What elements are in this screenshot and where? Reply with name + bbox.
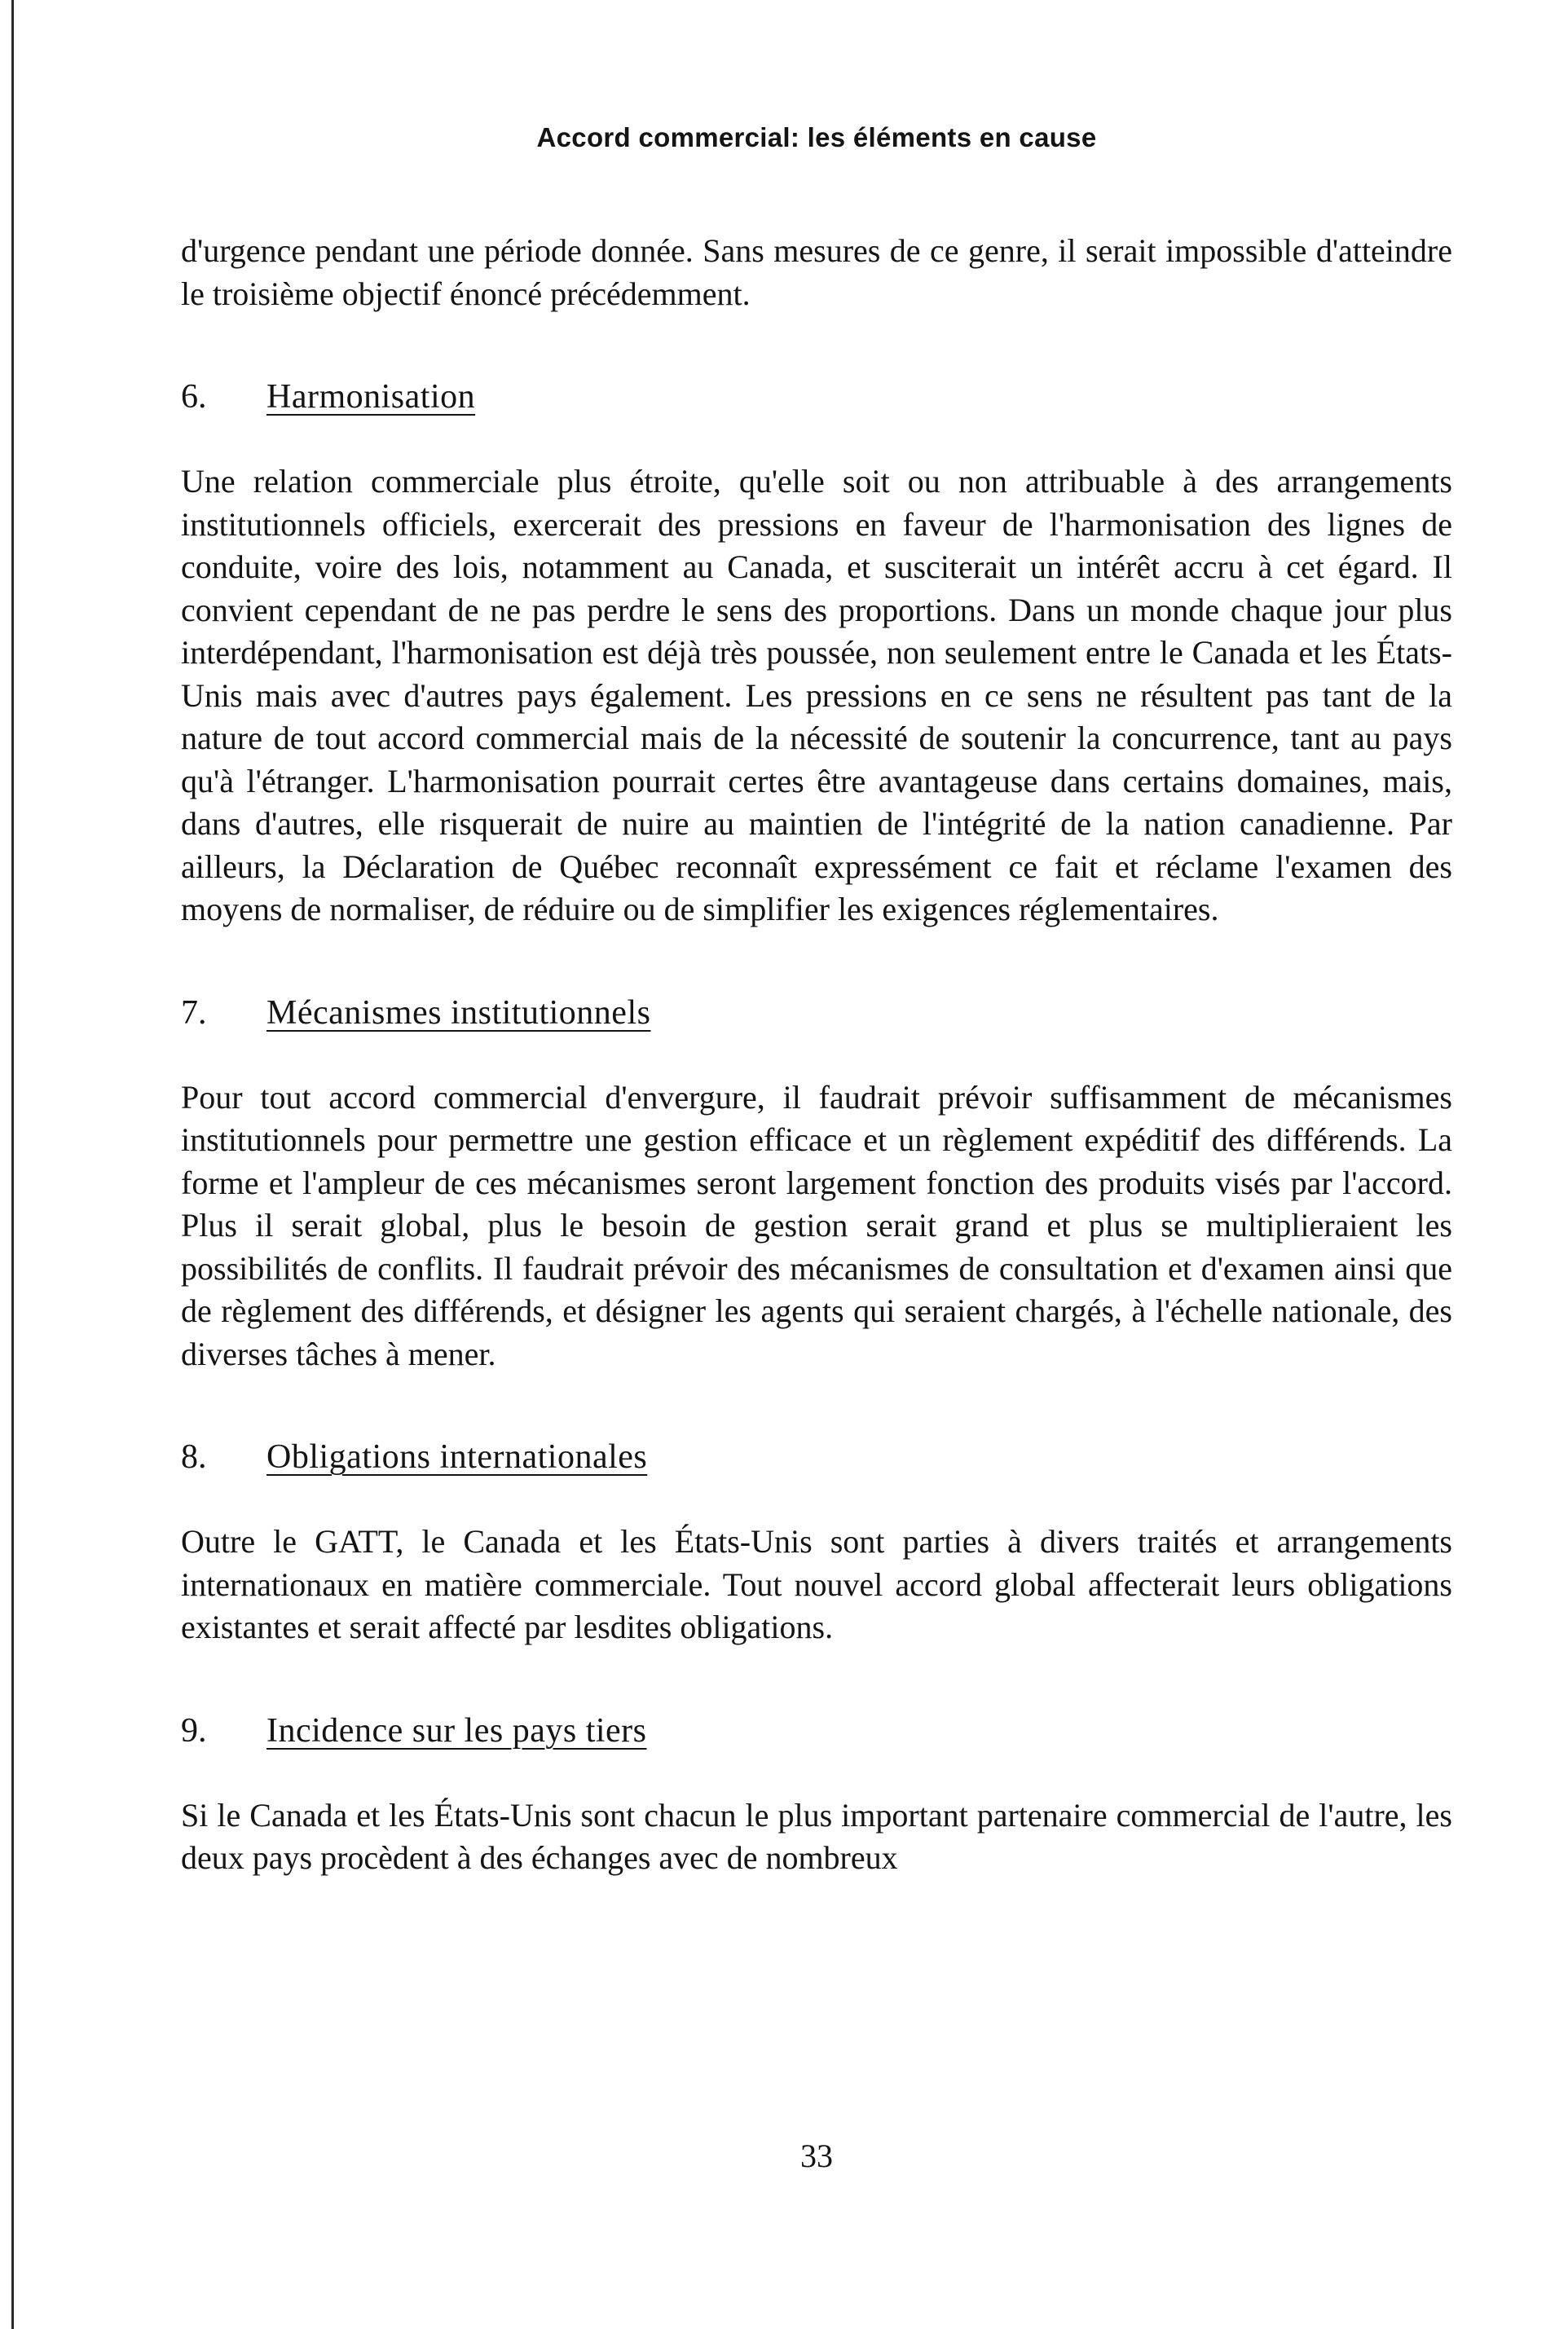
section-body: Si le Canada et les États-Unis sont chacun le plus important partenaire commercial de l'autre, les deux pays procèdent à des échanges avec de nombreux: [181, 1796, 1452, 1876]
section-harmonisation: [181, 376, 1452, 931]
section-heading: [181, 1710, 1452, 1752]
section-number: 6.: [181, 378, 207, 416]
section-incidence-pays-tiers: [181, 1710, 1452, 1880]
section-title: Harmonisation: [266, 378, 476, 416]
running-header: Accord commercial: les éléments en cause: [536, 122, 1097, 152]
section-title: Mécanismes institutionnels: [266, 993, 651, 1032]
section-title: Obligations internationales: [266, 1438, 648, 1476]
scan-left-border: [11, 0, 14, 2329]
section-title: Incidence sur les pays tiers: [266, 1711, 647, 1750]
section-heading: [181, 1436, 1452, 1478]
section-heading: [181, 376, 1452, 418]
page-number: 33: [800, 2137, 833, 2174]
section-heading: [181, 992, 1452, 1034]
section-number: 9.: [181, 1711, 207, 1750]
section-body: Une relation commerciale plus étroite, qu'elle soit ou non attribuable à des arrangements institutionnels officiels, exercerait des pressions en faveur de l'harmonisation des lignes de conduite, voire des lois, notamment au Canada, et susciterait un intérêt accru à cet égard. Il convient cependant de ne pas perdre le sens des proportions. Dans un monde chaque jour plus interdépendant, l'harmonisation est déjà très poussée, non seulement entre le Canada et les États-Unis mais avec d'autres pays également. Les pressions en ce sens ne résultent pas tant de la nature de tout accord commercial mais de la nécessité de soutenir la concurrence, tant au pays qu'à l'étranger. L'harmonisation pourrait certes être avantageuse dans certains domaines, mais, dans d'autres, elle risquerait de nuire au maintien de l'intégrité de la nation canadienne. Par ailleurs, la Déclaration de Québec reconnaît expressément ce fait et réclame l'examen des moyens de normaliser, de réduire ou de simplifier les exigences réglementaires.: [181, 463, 1452, 927]
intro-paragraph: d'urgence pendant une période donnée. Sans mesures de ce genre, il serait impossible d'atteindre le troisième objectif énoncé précédemment.: [181, 232, 1452, 312]
section-obligations-internationales: [181, 1436, 1452, 1649]
page-content: [181, 230, 1452, 1880]
section-body: Pour tout accord commercial d'envergure, il faudrait prévoir suffisamment de mécanismes institutionnels pour permettre une gestion efficace et un règlement expéditif des différends. La forme et l'ampleur de ces mécanismes seront largement fonction des produits visés par l'accord. Plus il serait global, plus le besoin de gestion serait grand et plus se multiplieraient les possibilités de conflits. Il faudrait prévoir des mécanismes de consultation et d'examen ainsi que de règlement des différends, et désigner les agents qui seraient chargés, à l'échelle nationale, des diverses tâches à mener.: [181, 1078, 1452, 1372]
section-number: 7.: [181, 993, 207, 1032]
section-body: Outre le GATT, le Canada et les États-Unis sont parties à divers traités et arrangements internationaux en matière commerciale. Tout nouvel accord global affecterait leurs obligations existantes et serait affecté par lesdites obligations.: [181, 1523, 1452, 1645]
section-number: 8.: [181, 1438, 207, 1476]
section-mecanismes-institutionnels: [181, 992, 1452, 1376]
